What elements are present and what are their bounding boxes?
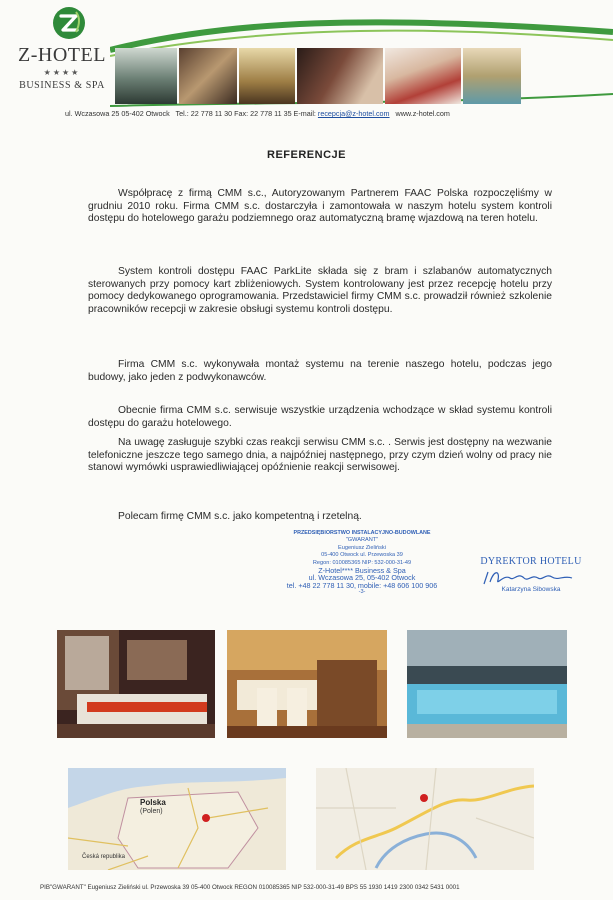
company-stamp [262,530,462,597]
hotel-email-link[interactable]: recepcja@z-hotel.com [317,109,390,118]
letter-paragraph-4: Obecnie firma CMM s.c. serwisuje wszystkie urządzenia wchodzące w skład systemu kontroli dostępu do garażu hotelowego. [88,405,552,429]
map-label-country-local: (Polen) [140,808,163,815]
hotel-phones: Tel.: 22 778 11 30 Fax: 22 778 11 35 E-mail: [175,109,316,118]
letter-paragraph-5: Na uwagę zasługuje szybki czas reakcji serwisu CMM s.c. . Serwis jest dostępny na wezwanie telefoniczne jeszcze tego samego dnia, a najpóźniej następnego, przy czym dzień wolny od pracy nie stanowi wymówki usprawiedliwiającej opóźnienie reakcji serwisowej. [88,437,552,474]
spa-photo [463,48,521,104]
stamp-line: Regon: 010085365 NIP: 532-000-31-49 [312,559,412,566]
director-name: Katarzyna Sibowska [501,586,561,593]
map-label-country: Polska [140,798,166,807]
stamp-line: "GWARANT" [345,537,379,544]
restaurant-photo [227,630,387,738]
local-map [316,768,534,870]
stamp-line: -3- [358,589,366,596]
letter-paragraph-3: Firma CMM s.c. wykonywała montaż systemu na terenie naszego hotelu, podczas jego budowy, jako jeden z podwykonawców. [88,359,552,383]
handwritten-signature [480,566,590,588]
director-title: DYREKTOR HOTELU [480,556,582,567]
contact-line [65,109,605,118]
hotel-stars: ★★★★ [43,68,81,77]
country-map [68,768,286,870]
letter-title: REFERENCJE [267,149,346,161]
company-footer: PIB"GWARANT" Eugeniusz Zieliński ul. Przewoska 39 05-400 Otwock REGON 010085365 NIP 532-000-31-49 BPS 55 1930 1419 2300 0342 5431 0001 [40,884,460,891]
letter-paragraph-2: System kontroli dostępu FAAC ParkLite składa się z bram i szlabanów automatycznych sterowanych przy pomocy kart zbliżeniowych. System kontrolowany jest przez recepcję hotelu przy pomocy dedykowanego oprogramowania. Przedstawiciel firmy CMM s.c. prowadził również szkolenie pracowników recepcji w zakresie obsługi systemu kontroli dostępu. [88,266,552,315]
map-label-neighbor: Česká republika [82,854,126,860]
hotel-room-photo [57,630,215,738]
hotel-brand: Z-HOTEL [18,44,106,66]
stamp-line: ul. Wczasowa 25, 05-402 Otwock [308,573,416,583]
stamp-line: tel. +48 22 778 11 30, mobile: +48 606 100 906 [286,580,438,590]
stamp-line: Z-Hotel**** Business & Spa [318,566,406,576]
hotel-exterior-photo [115,48,177,104]
bedroom-photo [297,48,383,104]
stamp-line: 05-400 Otwock ul. Przewoska 39 [321,552,403,559]
stamp-line: Eugeniusz Zieliński [338,544,386,551]
spa-pool-photo [407,630,567,738]
hotel-website[interactable]: www.z-hotel.com [395,109,450,118]
restaurant-photo [239,48,295,104]
z-hotel-logo-icon [52,6,86,40]
food-photo [385,48,461,104]
hotel-subtitle: BUSINESS & SPA [19,80,105,91]
room-photo [179,48,237,104]
letter-paragraph-1: Współpracę z firmą CMM s.c., Autoryzowanym Partnerem FAAC Polska rozpoczęliśmy w grudniu 2010 roku. Firma CMM s.c. dostarczyła i zamontowała w naszym hotelu system kontroli dostępu do hotelowego garażu podziemnego oraz automatyczną bramę wjazdową na teren hotelu. [88,188,552,225]
stamp-line: PRZEDSIĘBIORSTWO INSTALACYJNO-BUDOWLANE [293,530,431,536]
hotel-address: ul. Wczasowa 25 05-402 Otwock [65,109,170,118]
letter-closing: Polecam firmę CMM s.c. jako kompetentną i rzetelną. [118,511,362,522]
header-photo-strip [115,48,521,104]
